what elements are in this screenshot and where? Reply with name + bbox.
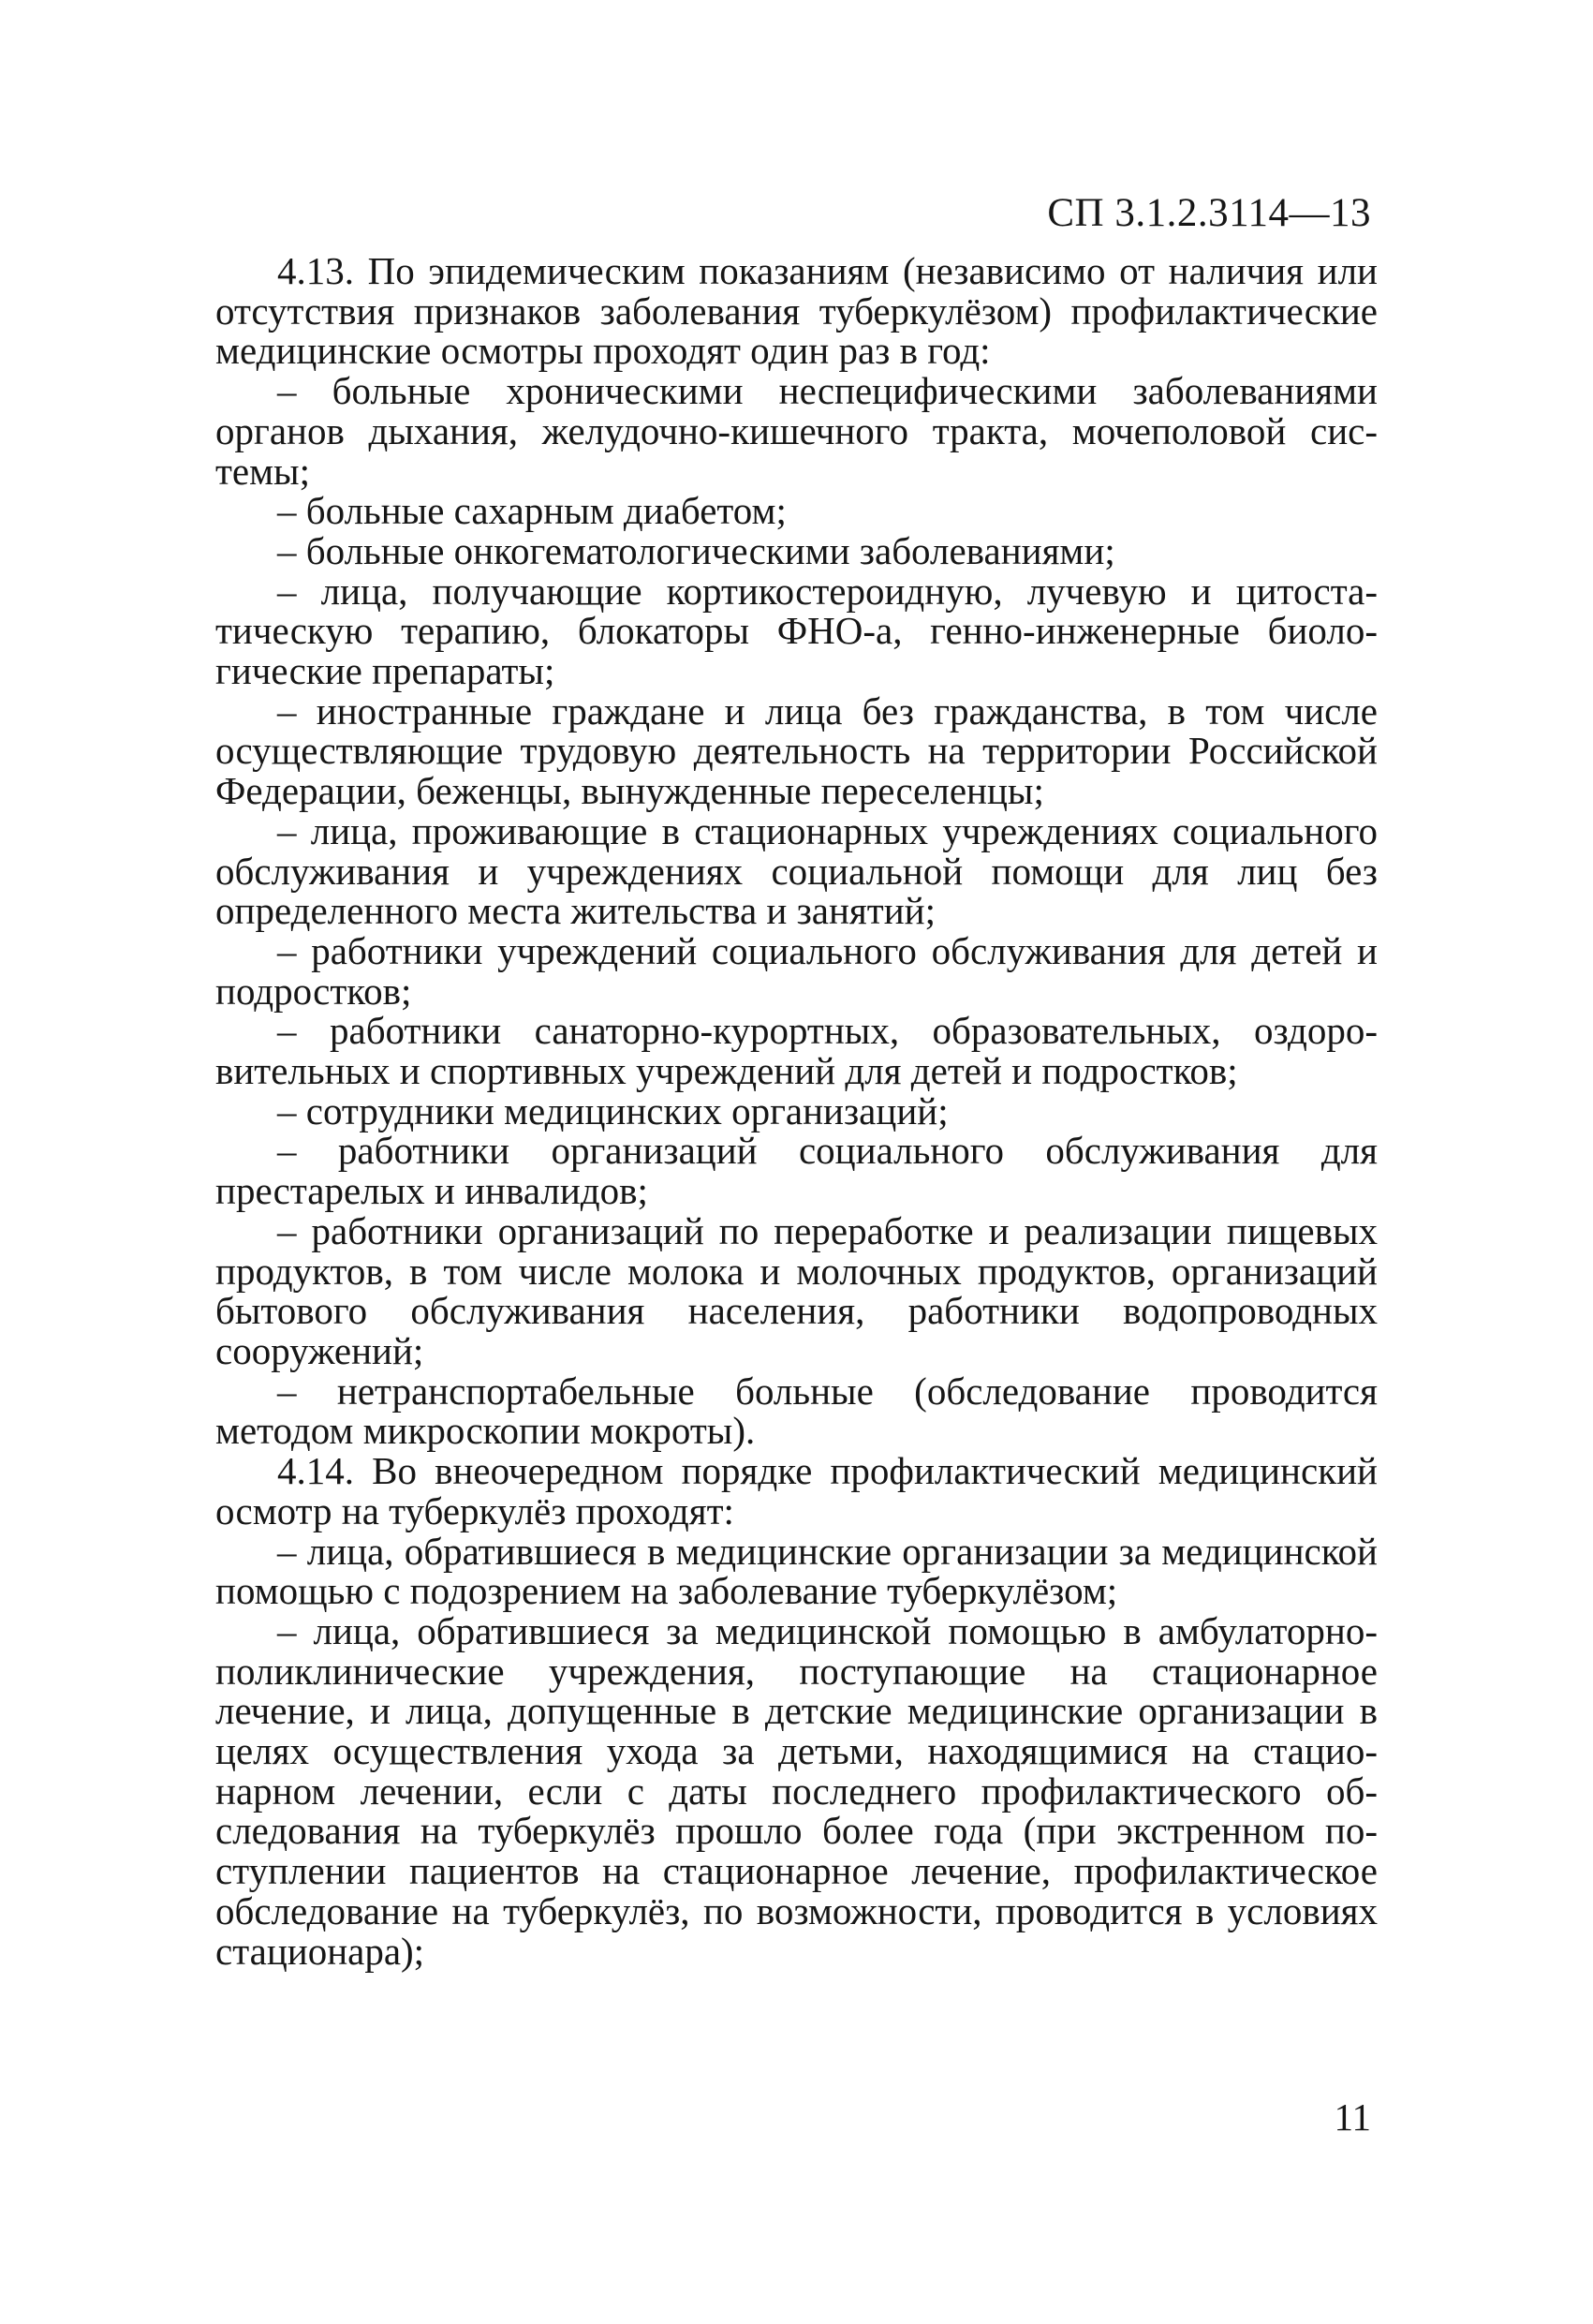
list-item: – нетранспортабельные больные (обследование проводится методом микроскопии мокроты). [215,1369,1378,1453]
section-4-13-intro: 4.13. По эпидемическим показаниям (независимо от наличия или отсутствия признаков заболевания туберкулёзом) профилактические медицинские осмотры проходят один раз в год: [215,249,1378,373]
list-item: – больные онкогематологическими заболеваниями; [277,528,1115,572]
list-item: – иностранные граждане и лица без гражданства, в том числе осуществляющие трудовую деятельность на территории Российской Федерации, беженцы, вынужденные переселенцы; [215,688,1378,813]
list-item: – лица, проживающие в стационарных учреждениях социального обслуживания и учреждениях социальной помощи для лиц без определенного места жительства и занятий; [215,808,1378,933]
list-item: – работники учреждений социального обслуживания для детей и подростков; [215,928,1378,1013]
document-body [215,251,1378,1971]
list-item: – работники санаторно-курортных, образовательных, оздоровительных и спортивных учреждений для детей и подростков; [215,1009,1378,1093]
list-item: – больные сахарным диабетом; [277,489,787,533]
list-item: – работники организаций социального обслуживания для престарелых и инвалидов; [215,1129,1378,1213]
list-item: – лица, обратившиеся за медицинской помощью в амбулаторно-поликлинические учреждения, поступающие на стационарное лечение, и лица, допущенные в детские медицинские организации в целях осуществления ухода за детьми, находящимися на стационарном лечении, если с даты последнего профилактического обследования на туберкулёз прошло более года (при экстренном поступлении пациентов на стационарное лечение, профилактическое обследование на туберкулёз, по возможности, проводится в условиях стационара); [215,1608,1378,1973]
section-4-14-intro: 4.14. Во внеочередном порядке профилактический медицинский осмотр на туберкулёз проходят: [215,1449,1378,1532]
list-item: – лица, обратившиеся в медицинские организации за медицинской помощью с подозрением на заболевание туберкулёзом; [215,1529,1378,1613]
page-number: 11 [1334,2095,1371,2139]
document-code-header: СП 3.1.2.3114—13 [1047,191,1371,235]
list-item: – больные хроническими неспецифическими заболеваниями органов дыхания, желудочно-кишечного тракта, мочеполовой системы; [215,369,1378,493]
list-item: – работники организаций по переработке и реализации пищевых продуктов, в том числе молока и молочных продуктов, организаций бытового обслуживания населения, работники водопроводных сооружений; [215,1208,1378,1372]
list-item: – лица, получающие кортикостероидную, лучевую и цитостатическую терапию, блокаторы ФНО-а, генно-инженерные биологические препараты; [215,569,1378,693]
list-item: – сотрудники медицинских организаций; [277,1088,949,1132]
